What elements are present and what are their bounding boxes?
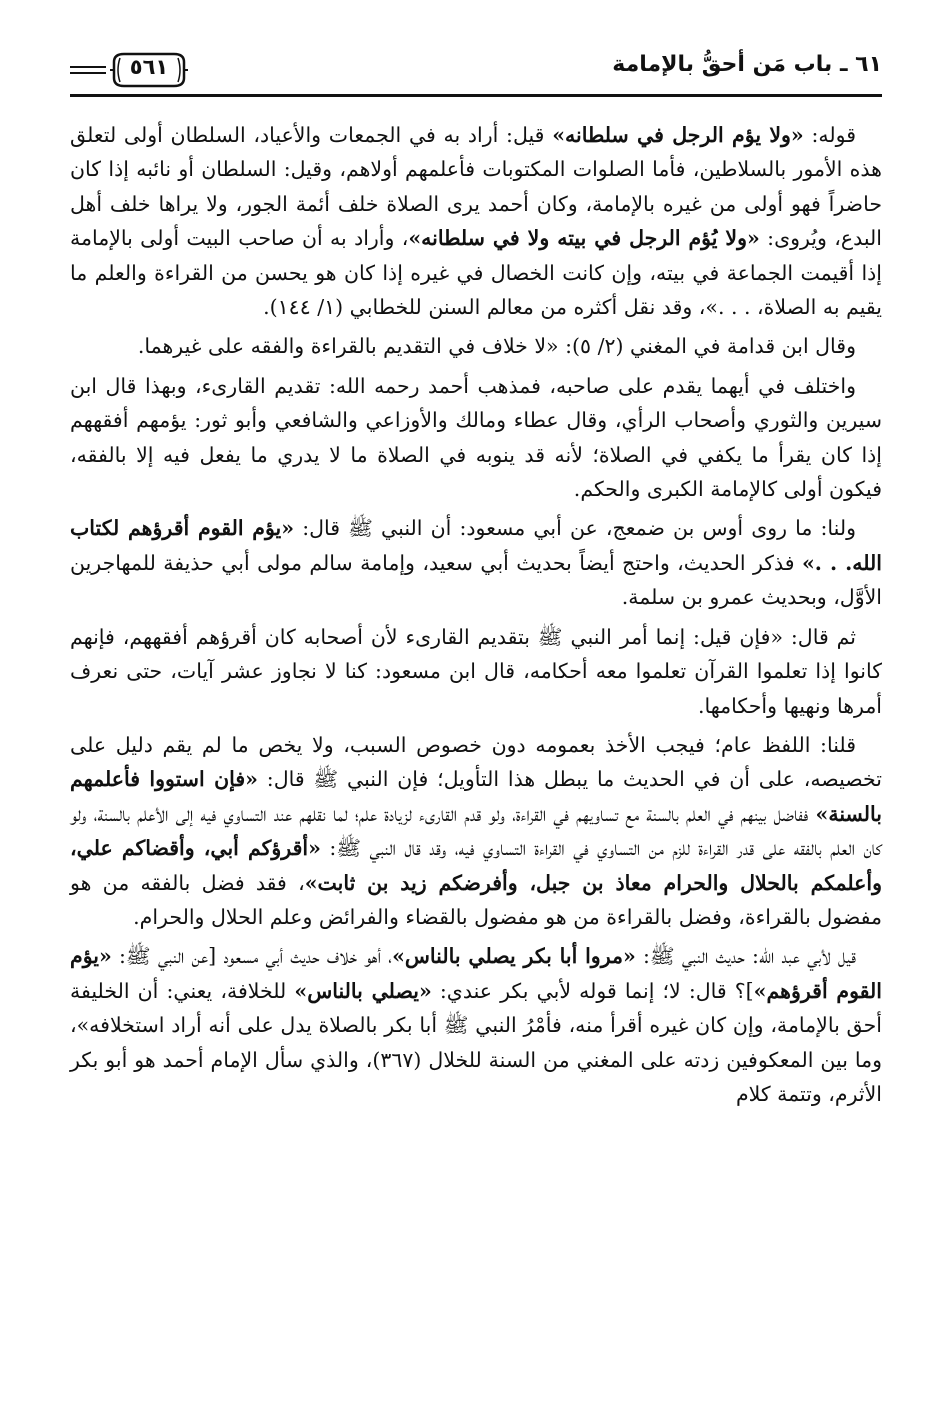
- quoted-hadith-text: «يصلي بالناس»: [294, 978, 432, 1003]
- quoted-hadith-text: «فإن استووا فأعلمهم بالسنة»: [70, 767, 882, 826]
- body-text: ولنا: ما روى أوس بن ضمعج، عن أبي مسعود: أن النبي ﷺ قال:: [294, 516, 856, 541]
- paragraph: [70, 620, 882, 723]
- body-text: ثم قال: «فإن قيل: إنما أمر النبي ﷺ بتقديم القارىء لأن أصحابه كان أقرؤهم أفقههم، فإنهم كانوا إذا تعلموا القرآن تعلموا معه أحكامه، قال ابن مسعود: كنا لا نجاوز عشر آيات، حتى نعرف أمرها ونهيها وأحكامها.: [70, 624, 882, 718]
- page-number-frame: [110, 50, 188, 90]
- page-body: [70, 118, 882, 1116]
- body-text: قيل: أراد به في الجمعات والأعياد، السلطان أولى لتعلق هذه الأمور بالسلاطين، فأما الصلوات المكتوبات فأعلمهم أولاهم، وقيل: السلطان أو نائبه إذا كان حاضراً فهو أولى من غيره بالإمامة، وكان أحمد يرى الصلاة خلف أئمة الجور، ولا يراها خلف أهل البدع، ويُروى:: [70, 123, 882, 251]
- body-text: فذكر الحديث، واحتج أيضاً بحديث أبي سعيد، وإمامة سالم مولى أبي حذيفة للمهاجرين الأوَّل، وبحديث عمرو بن سلمة.: [70, 550, 882, 610]
- paragraph: [70, 511, 882, 614]
- body-text: ، فقد فضل بالفقه من هو مفضول بالقراءة، وفضل بالقراءة من هو مفضول بالقضاء والفرائض وعلم الحلال والحرام.: [70, 870, 882, 929]
- body-text: قوله:: [803, 123, 856, 147]
- body-text: قلنا: اللفظ عام؛ فيجب الأخذ بعمومه دون خصوص السبب، ولا يخص ما لم يقم دليل على تخصيصه، على أن في الحديث ما يبطل هذا التأويل؛ فإن النبي ﷺ قال:: [70, 732, 882, 792]
- body-text: ]؟ قال: لا؛ إنما قوله لأبي بكر عندي:: [431, 978, 754, 1003]
- body-text: وقال ابن قدامة في المغني (٢/ ٥): «لا خلاف في التقديم بالقراءة والفقه على غيرهما.: [137, 334, 856, 359]
- quoted-hadith-text: «يؤم القوم أقرؤهم لكتاب الله. . .»: [70, 516, 882, 575]
- page-header: [70, 50, 882, 100]
- body-text: ففاضل بينهم في العلم بالسنة مع تساويهم في القراءة، ولو قدم القارىء لزيادة علم؛ لما نقلهم عند التساوي فيه إلى الأعلم بالسنة، ولو كان العلم بالفقه على قدر القراءة للزم من التساوي في القراءة التساوي فيه، وقد قال النبي ﷺ:: [70, 801, 883, 861]
- header-rule-ornament-icon: [70, 64, 106, 76]
- paragraph: [70, 939, 882, 1111]
- page-number: ٥٦١: [129, 55, 169, 79]
- body-text: ، أهو خلاف حديث أبي مسعود [عن النبي ﷺ:: [111, 944, 393, 969]
- chapter-title: ٦١ ـ باب مَن أحقُّ بالإمامة: [612, 52, 882, 77]
- body-text: للخلافة، يعني: أن الخليفة أحق بالإمامة، وإن كان غيره أقرأ منه، فأمْرُ النبي ﷺ أبا بكر بالصلاة يدل على أنه أراد استخلافه»، وما بين المعكوفين زدته على المغني من السنة للخلال (٣٦٧)، والذي سأل الإمام أحمد هو أبو بكر الأثرم، وتتمة كلام: [70, 978, 882, 1106]
- quoted-hadith-text: «ولا يؤم الرجل في سلطانه»: [552, 123, 804, 147]
- paragraph: [70, 728, 882, 934]
- quoted-hadith-text: «مروا أبا بكر يصلي بالناس»: [392, 944, 636, 969]
- body-text: قيل لأبي عبد الله: حديث النبي ﷺ:: [635, 944, 856, 969]
- quoted-hadith-text: «يؤم القوم أقرؤهم»: [70, 944, 882, 1003]
- paragraph: [70, 369, 882, 507]
- quoted-hadith-text: «أقرؤكم أبي، وأقضاكم علي، وأعلمكم بالحلال والحرام معاذ بن جبل، وأفرضكم زيد بن ثابت»: [70, 836, 882, 895]
- quoted-hadith-text: «ولا يُؤم الرجل في بيته ولا في سلطانه»: [408, 226, 760, 251]
- header-rule: [70, 94, 882, 97]
- body-text: واختلف في أيهما يقدم على صاحبه، فمذهب أحمد رحمه الله: تقديم القارىء، وبهذا قال ابن سيرين والثوري وأصحاب الرأي، وقال عطاء ومالك والأوزاعي والشافعي وأبو ثور: يؤمهم أفقههم إذا كان يقرأ ما يكفي في الصلاة؛ لأنه قد ينوبه في الصلاة ما لا يدري ما يفعل فيه إلا بالفقه، فيكون أولى كالإمامة الكبرى والحكم.: [70, 373, 882, 502]
- paragraph: [70, 118, 882, 324]
- paragraph: [70, 329, 882, 363]
- body-text: ، وأراد به أن صاحب البيت أولى بالإمامة إذا أقيمت الجماعة في بيته، وإن كانت الخصال في غيره إذا كان هو يحسن من القراءة والعلم ما يقيم به الصلاة، . . .»، وقد نقل أكثره من معالم السنن للخطابي (١/ ١٤٤).: [70, 226, 882, 320]
